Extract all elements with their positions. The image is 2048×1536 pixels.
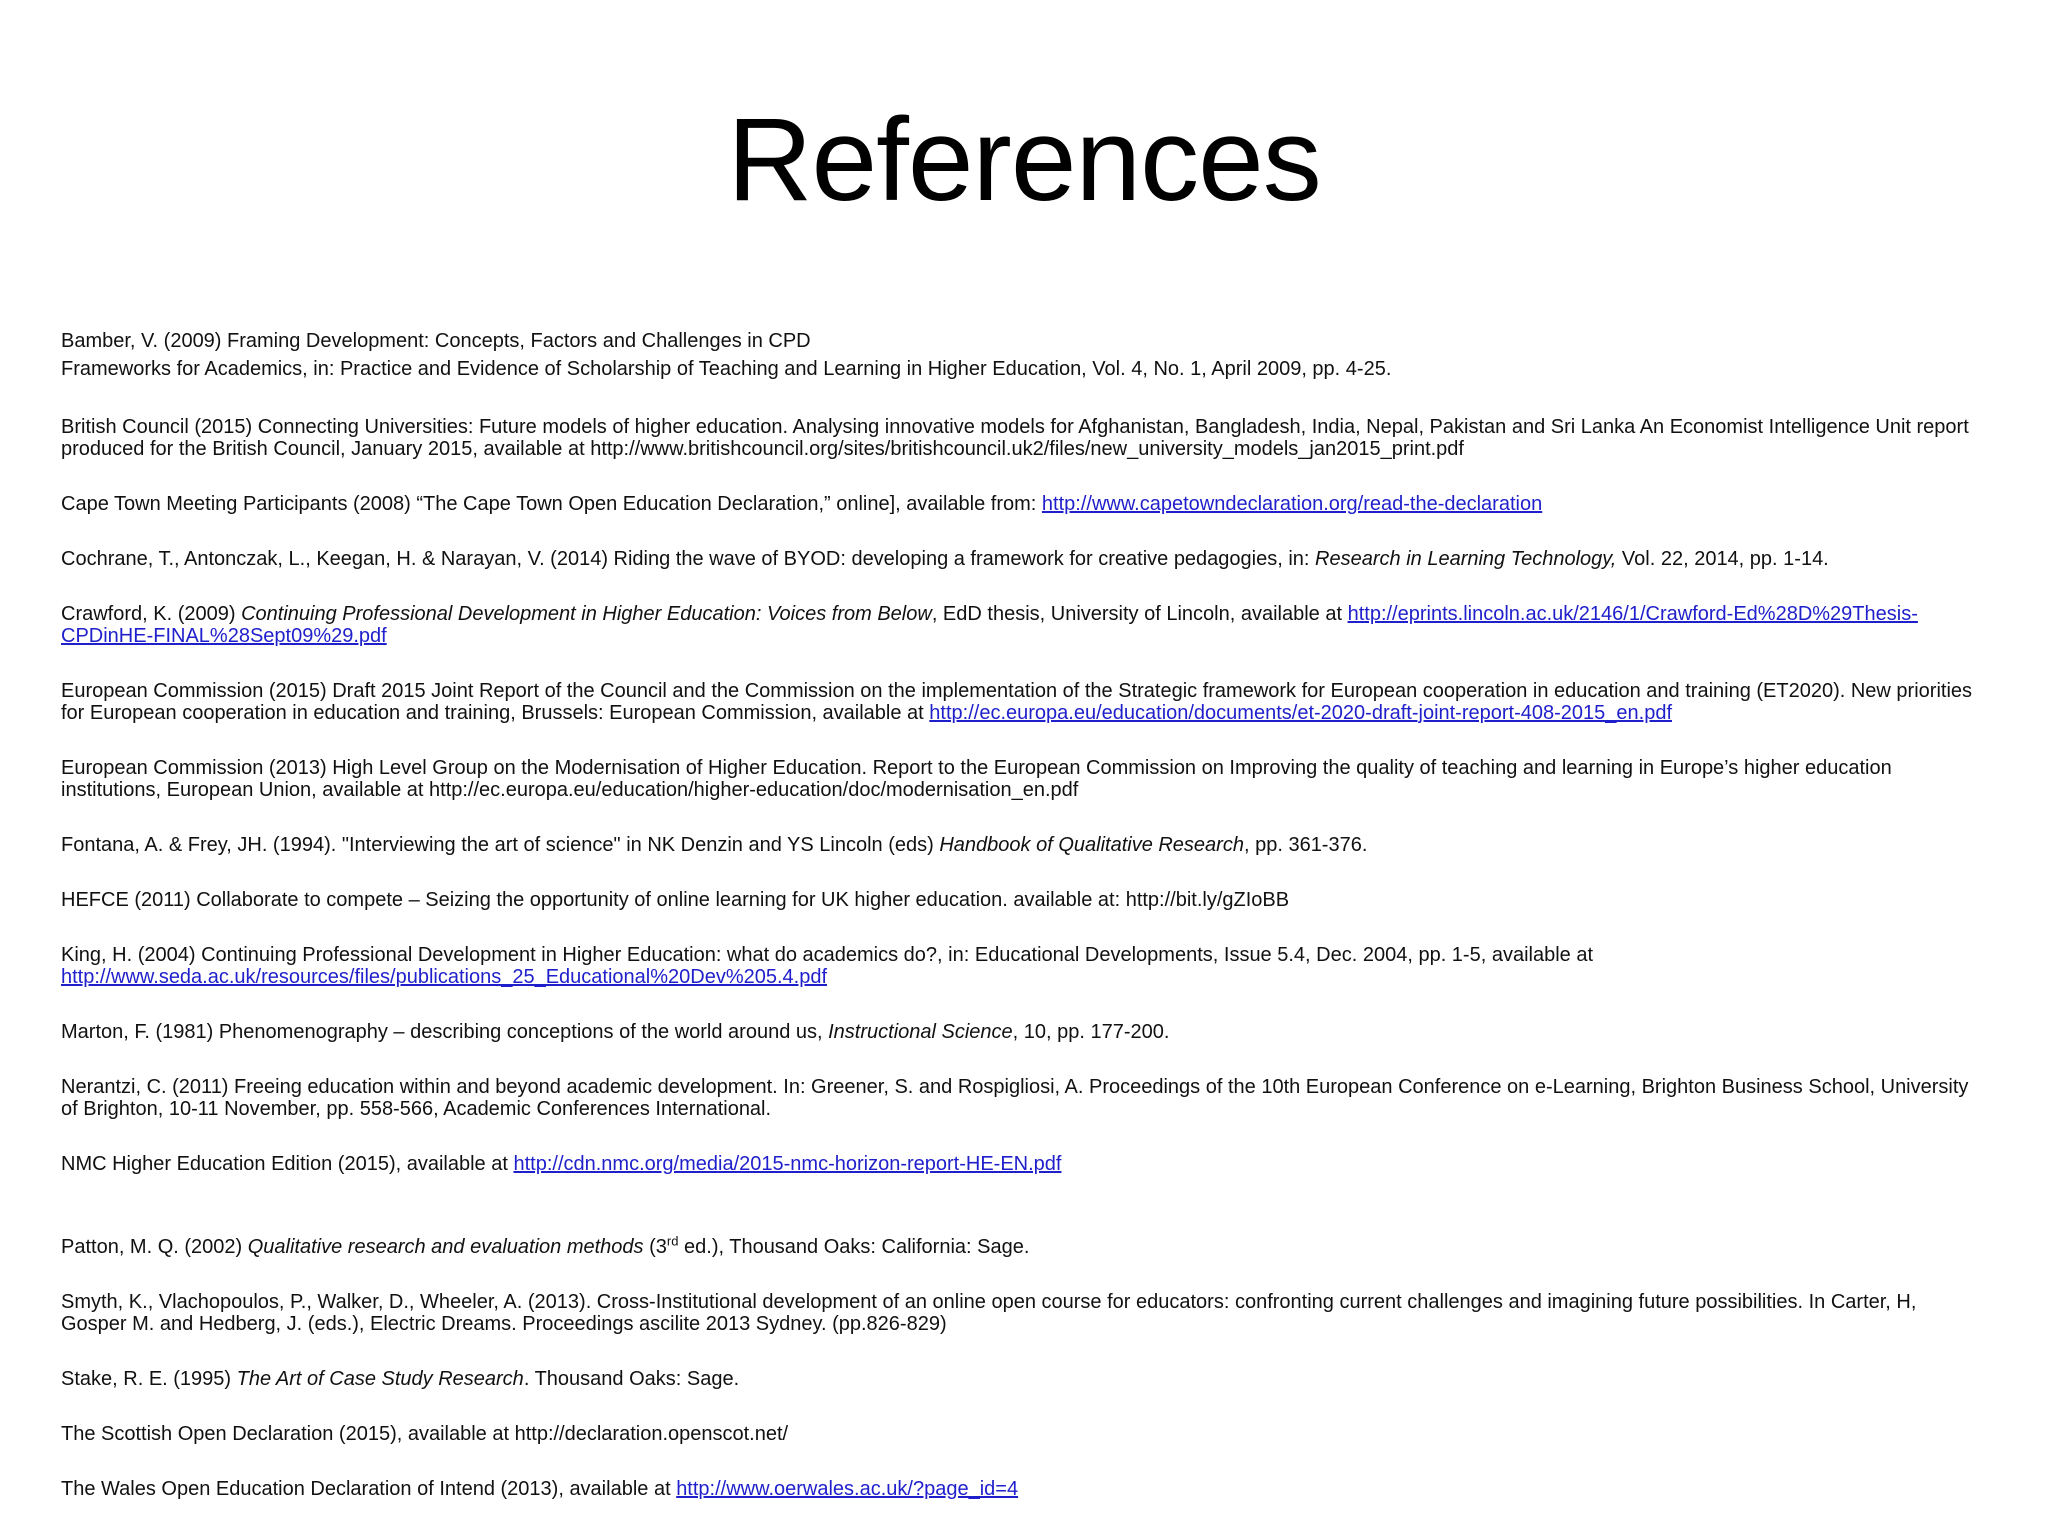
reference-bamber-line-1: Bamber, V. (2009) Framing Development: Concepts, Factors and Challenges in CPD xyxy=(61,330,811,352)
reference-ec-2013-text: European Commission (2013) High Level Group on the Modernisation of Higher Education. Report to the European Commission on Improving the quality of teaching and learning in Europe’s higher education institutions, European Union, available at http://ec.europa.eu/education/higher-education/doc/modernisation_en.pdf xyxy=(61,757,1892,801)
reference-smyth xyxy=(61,1291,1981,1335)
reference-marton-text: Marton, F. (1981) Phenomenography – describing conceptions of the world around us, xyxy=(61,1021,829,1043)
reference-marton-pages: , 10, pp. 177-200. xyxy=(1012,1021,1170,1043)
reference-bamber xyxy=(61,327,1981,383)
reference-patton-title: Qualitative research and evaluation methods xyxy=(247,1236,644,1258)
reference-marton-journal: Instructional Science xyxy=(828,1021,1013,1043)
reference-patton-edition: (3 xyxy=(643,1236,667,1258)
reference-fontana-text: Fontana, A. & Frey, JH. (1994). "Interviewing the art of science" in NK Denzin and YS Lincoln (eds) xyxy=(61,834,940,856)
reference-ec-2015-text: European Commission (2015) Draft 2015 Joint Report of the Council and the Commission on the implementation of the Strategic framework for European cooperation in education and training (ET2020). New priorities for European cooperation in education and training, Brussels: European Commission, available at xyxy=(61,680,1973,724)
reference-stake-publisher: . Thousand Oaks: Sage. xyxy=(523,1368,740,1390)
reference-ec-2015 xyxy=(61,680,1981,724)
reference-cape-town xyxy=(61,493,1981,515)
reference-scottish-text: The Scottish Open Declaration (2015), available at http://declaration.openscot.net/ xyxy=(61,1423,789,1445)
reference-list xyxy=(61,327,1981,1533)
reference-stake xyxy=(61,1368,1981,1390)
reference-king-text: King, H. (2004) Continuing Professional Development in Higher Education: what do academics do?, in: Educational Developments, Issue 5.4, Dec. 2004, pp. 1-5, available at xyxy=(61,944,1594,966)
reference-nerantzi-text: Nerantzi, C. (2011) Freeing education within and beyond academic development. In: Greener, S. and Rospigliosi, A. Proceedings of the 10th European Conference on e-Learning, Brighton Business School, University of Brighton, 10-11 November, pp. 558-566, Academic Conferences International. xyxy=(61,1076,1969,1120)
reference-fontana-pages: , pp. 361-376. xyxy=(1243,834,1368,856)
reference-patton xyxy=(61,1233,1981,1258)
reference-crawford xyxy=(61,603,1981,647)
reference-crawford-details: , EdD thesis, University of Lincoln, available at xyxy=(931,603,1348,625)
reference-marton xyxy=(61,1021,1981,1043)
reference-patton-text: Patton, M. Q. (2002) xyxy=(61,1236,248,1258)
reference-smyth-text: Smyth, K., Vlachopoulos, P., Walker, D., Wheeler, A. (2013). Cross-Institutional development of an online open course for educators: confronting current challenges and imagining future possibilities. In Carter, H, Gosper M. and Hedberg, J. (eds.), Electric Dreams. Proceedings ascilite 2013 Sydney. (pp.826-829) xyxy=(61,1291,1917,1335)
reference-hefce xyxy=(61,889,1981,911)
reference-british-council-text: British Council (2015) Connecting Universities: Future models of higher education. Analysing innovative models for Afghanistan, Bangladesh, India, Nepal, Pakistan and Sri Lanka An Economist Intelligence Unit report produced for the British Council, January 2015, available at http://www.britishcouncil.org/sites/britishcouncil.uk2/files/new_university_models_jan2015_print.pdf xyxy=(61,416,1969,460)
reference-crawford-author: Crawford, K. (2009) xyxy=(61,603,242,625)
reference-fontana-book: Handbook of Qualitative Research xyxy=(939,834,1244,856)
reference-british-council xyxy=(61,416,1981,460)
reference-nmc xyxy=(61,1153,1981,1175)
reference-patton-edition-suffix: rd xyxy=(666,1233,679,1249)
reference-king xyxy=(61,944,1981,988)
reference-cape-town-link[interactable]: http://www.capetowndeclaration.org/read-the-declaration xyxy=(1041,493,1543,515)
reference-patton-publisher: ed.), Thousand Oaks: California: Sage. xyxy=(678,1236,1030,1258)
reference-wales-link[interactable]: http://www.oerwales.ac.uk/?page_id=4 xyxy=(676,1478,1019,1500)
reference-ec-2015-link[interactable]: http://ec.europa.eu/education/documents/et-2020-draft-joint-report-408-2015_en.pdf xyxy=(929,702,1673,724)
reference-fontana xyxy=(61,834,1981,856)
reference-crawford-title: Continuing Professional Development in Higher Education: Voices from Below xyxy=(241,603,932,625)
reference-crawford-link[interactable]: http://eprints.lincoln.ac.uk/2146/1/Crawford-Ed%28D%29Thesis-CPDinHE-FINAL%28Sept09%29.pdf xyxy=(61,603,1918,647)
reference-hefce-text: HEFCE (2011) Collaborate to compete – Seizing the opportunity of online learning for UK higher education. available at: http://bit.ly/gZIoBB xyxy=(61,889,1290,911)
reference-king-link[interactable]: http://www.seda.ac.uk/resources/files/publications_25_Educational%20Dev%205.4.pdf xyxy=(61,966,828,988)
reference-bamber-line-2: Frameworks for Academics, in: Practice and Evidence of Scholarship of Teaching and Learning in Higher Education, Vol. 4, No. 1, April 2009, pp. 4-25. xyxy=(61,358,1392,380)
reference-nmc-text: NMC Higher Education Edition (2015), available at xyxy=(61,1153,514,1175)
reference-stake-title: The Art of Case Study Research xyxy=(236,1368,524,1390)
reference-cochrane-text: Cochrane, T., Antonczak, L., Keegan, H. & Narayan, V. (2014) Riding the wave of BYOD: developing a framework for creative pedagogies, in: xyxy=(61,548,1316,570)
reference-cochrane xyxy=(61,548,1981,570)
reference-cochrane-details: Vol. 22, 2014, pp. 1-14. xyxy=(1616,548,1829,570)
reference-nmc-link[interactable]: http://cdn.nmc.org/media/2015-nmc-horizon-report-HE-EN.pdf xyxy=(513,1153,1062,1175)
reference-scottish xyxy=(61,1423,1981,1445)
reference-wales-text: The Wales Open Education Declaration of Intend (2013), available at xyxy=(61,1478,677,1500)
reference-cape-town-text: Cape Town Meeting Participants (2008) “The Cape Town Open Education Declaration,” online], available from: xyxy=(61,493,1042,515)
reference-nerantzi xyxy=(61,1076,1981,1120)
page-title: References xyxy=(727,94,1321,226)
reference-stake-text: Stake, R. E. (1995) xyxy=(61,1368,237,1390)
reference-cochrane-journal: Research in Learning Technology, xyxy=(1315,548,1617,570)
reference-wales xyxy=(61,1478,1981,1500)
reference-ec-2013 xyxy=(61,757,1981,801)
